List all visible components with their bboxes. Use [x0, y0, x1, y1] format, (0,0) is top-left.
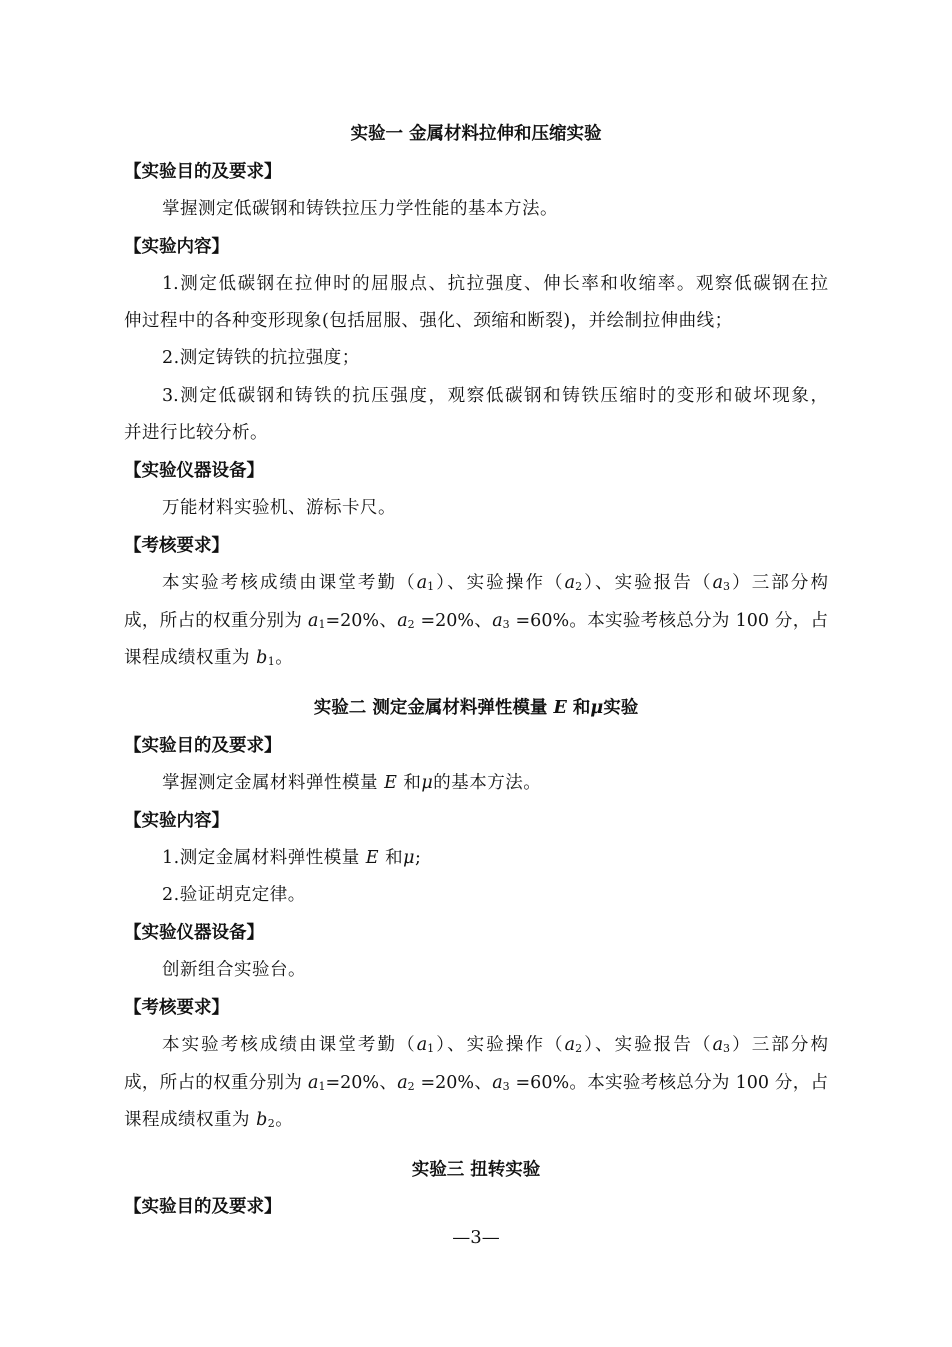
exp1-content-item-3a: 3.测定低碳钢和铸铁的抗压强度，观察低碳钢和铸铁压缩时的变形和破坏现象，: [162, 386, 828, 406]
page-number: —3—: [452, 1227, 500, 1248]
exp2-purpose-text: 掌握测定金属材料弹性模量 E 和μ的基本方法。: [162, 773, 542, 793]
exp1-assessment-line-2: 成，所占的权重分别为 $a_1=20\%$、$a_2 =20\%$、$a_3 =60\%$。本实验考核总分为 100 分，占: [124, 611, 829, 631]
exp1-purpose-text: 掌握测定低碳钢和铸铁拉压力学性能的基本方法。: [162, 199, 558, 219]
exp1-content-item-1b: 伸过程中的各种变形现象(包括屈服、强化、颈缩和断裂)，并绘制拉伸曲线；: [124, 311, 733, 331]
exp1-content-heading: 【实验内容】: [124, 237, 229, 257]
exp1-assessment-line-1: 本实验考核成绩由课堂考勤$(a_1)$、实验操作$(a_2)$、实验报告$(a_3)$三部分构: [162, 573, 828, 593]
exp1-assessment-line-3: 课程成绩权重为 $b_1$。: [124, 648, 294, 668]
exp2-purpose-heading: 【实验目的及要求】: [124, 736, 282, 756]
exp1-content-item-3b: 并进行比较分析。: [124, 423, 268, 443]
exp2-content-heading: 【实验内容】: [124, 811, 229, 831]
exp3-purpose-heading: 【实验目的及要求】: [124, 1197, 282, 1217]
exp2-equipment-heading: 【实验仪器设备】: [124, 923, 264, 943]
exp1-title: 实验一 金属材料拉伸和压缩实验: [350, 124, 602, 144]
exp1-equipment-text: 万能材料实验机、游标卡尺。: [162, 498, 396, 518]
exp1-purpose-heading: 【实验目的及要求】: [124, 162, 282, 182]
exp2-assessment-line-2: 成，所占的权重分别为 $a_1=20\%$、$a_2 =20\%$、$a_3 =60\%$。本实验考核总分为 100 分，占: [124, 1073, 829, 1093]
exp2-content-item-1: 1.测定金属材料弹性模量 E 和μ;: [162, 848, 422, 868]
exp2-equipment-text: 创新组合实验台。: [162, 960, 306, 980]
exp1-content-item-2: 2.测定铸铁的抗拉强度；: [162, 348, 360, 368]
exp2-content-item-2: 2.验证胡克定律。: [162, 885, 306, 905]
exp2-assessment-line-3: 课程成绩权重为 $b_2$。: [124, 1110, 294, 1130]
exp1-content-item-1a: 1.测定低碳钢在拉伸时的屈服点、抗拉强度、伸长率和收缩率。观察低碳钢在拉: [162, 274, 828, 294]
exp1-assessment-heading: 【考核要求】: [124, 536, 229, 556]
exp3-title: 实验三 扭转实验: [411, 1160, 541, 1180]
exp2-assessment-line-1: 本实验考核成绩由课堂考勤$(a_1)$、实验操作$(a_2)$、实验报告$(a_3)$三部分构: [162, 1035, 828, 1055]
exp1-equipment-heading: 【实验仪器设备】: [124, 461, 264, 481]
exp2-title: 实验二 测定金属材料弹性模量 E 和μ实验: [313, 698, 639, 718]
exp2-assessment-heading: 【考核要求】: [124, 998, 229, 1018]
